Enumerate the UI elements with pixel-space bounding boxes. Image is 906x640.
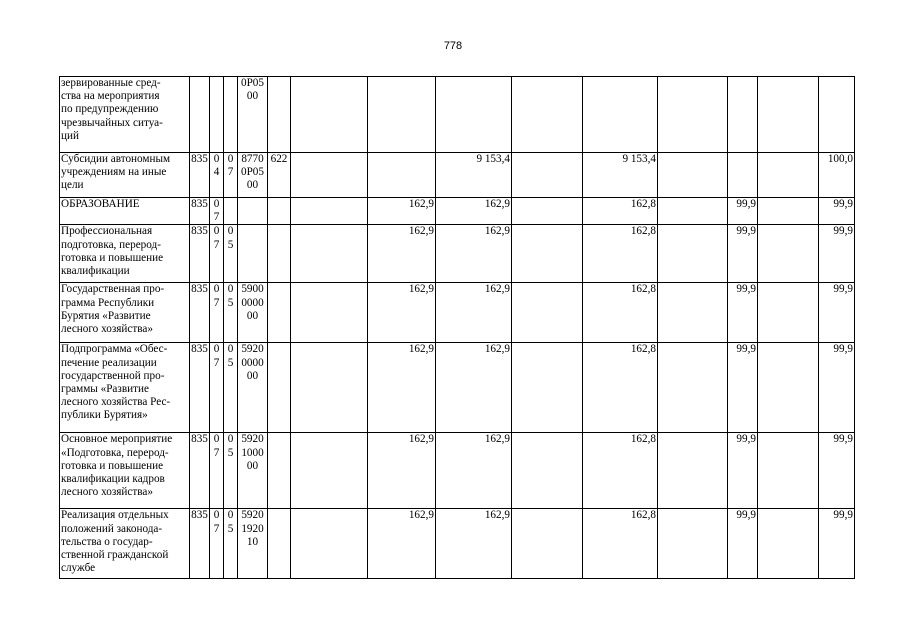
empty-cell	[758, 153, 819, 198]
percent-refined: 99,9	[819, 509, 855, 579]
table-row	[60, 509, 855, 579]
row-name: ОБРАЗОВАНИЕ	[60, 198, 190, 225]
percent-refined: 100,0	[819, 153, 855, 198]
empty-cell	[758, 343, 819, 433]
target-code	[238, 198, 268, 225]
percent-plan: 99,9	[728, 343, 758, 433]
plan-value: 162,9	[368, 198, 436, 225]
subsection-code: 05	[224, 343, 238, 433]
percent-refined: 99,9	[819, 433, 855, 509]
percent-refined: 99,9	[819, 198, 855, 225]
ministry-code: 835	[190, 283, 210, 343]
empty-cell	[512, 343, 583, 433]
empty-cell	[291, 77, 368, 153]
target-code: 5920 0000 00	[238, 343, 268, 433]
executed-value: 162,8	[583, 198, 658, 225]
ministry-code: 835	[190, 198, 210, 225]
subsection-code	[224, 198, 238, 225]
empty-cell	[658, 509, 728, 579]
percent-plan: 99,9	[728, 225, 758, 283]
ministry-code: 835	[190, 343, 210, 433]
ministry-code: 835	[190, 433, 210, 509]
expense-type-code	[268, 343, 291, 433]
plan-value	[368, 153, 436, 198]
percent-plan: 99,9	[728, 283, 758, 343]
subsection-code: 07	[224, 153, 238, 198]
table-row	[60, 77, 855, 153]
empty-cell	[512, 225, 583, 283]
target-code: 5900 0000 00	[238, 283, 268, 343]
empty-cell	[512, 77, 583, 153]
empty-cell	[291, 343, 368, 433]
empty-cell	[512, 509, 583, 579]
plan-value	[368, 77, 436, 153]
ministry-code: 835	[190, 225, 210, 283]
refined-plan-value: 162,9	[436, 225, 512, 283]
percent-plan: 99,9	[728, 433, 758, 509]
empty-cell	[658, 225, 728, 283]
target-code: 5920 1920 10	[238, 509, 268, 579]
plan-value: 162,9	[368, 343, 436, 433]
empty-cell	[758, 225, 819, 283]
table-row	[60, 343, 855, 433]
empty-cell	[291, 509, 368, 579]
executed-value: 162,8	[583, 433, 658, 509]
refined-plan-value	[436, 77, 512, 153]
row-name: Подпрограмма «Обес- печение реализации государственной про- граммы «Развитие лесного хозяйства Рес- публики Бурятия»	[60, 343, 190, 433]
budget-table	[59, 76, 855, 579]
percent-plan	[728, 77, 758, 153]
target-code: 0Р05 00	[238, 77, 268, 153]
empty-cell	[658, 343, 728, 433]
target-code: 5920 1000 00	[238, 433, 268, 509]
percent-refined	[819, 77, 855, 153]
empty-cell	[758, 77, 819, 153]
page-number: 778	[443, 40, 463, 52]
expense-type-code	[268, 433, 291, 509]
section-code: 07	[210, 283, 224, 343]
empty-cell	[291, 198, 368, 225]
empty-cell	[658, 153, 728, 198]
target-code	[238, 225, 268, 283]
refined-plan-value: 9 153,4	[436, 153, 512, 198]
subsection-code: 05	[224, 225, 238, 283]
table-row	[60, 198, 855, 225]
empty-cell	[291, 225, 368, 283]
section-code: 07	[210, 433, 224, 509]
subsection-code: 05	[224, 509, 238, 579]
refined-plan-value: 162,9	[436, 433, 512, 509]
refined-plan-value: 162,9	[436, 343, 512, 433]
empty-cell	[512, 153, 583, 198]
executed-value: 162,8	[583, 283, 658, 343]
table-row	[60, 225, 855, 283]
ministry-code: 835	[190, 153, 210, 198]
expense-type-code	[268, 509, 291, 579]
table-row	[60, 283, 855, 343]
empty-cell	[758, 433, 819, 509]
empty-cell	[512, 283, 583, 343]
empty-cell	[658, 433, 728, 509]
executed-value: 162,8	[583, 509, 658, 579]
refined-plan-value: 162,9	[436, 283, 512, 343]
empty-cell	[658, 283, 728, 343]
plan-value: 162,9	[368, 283, 436, 343]
empty-cell	[291, 283, 368, 343]
expense-type-code	[268, 225, 291, 283]
percent-refined: 99,9	[819, 343, 855, 433]
percent-refined: 99,9	[819, 225, 855, 283]
row-name: Субсидии автономным учреждениям на иные цели	[60, 153, 190, 198]
subsection-code	[224, 77, 238, 153]
ministry-code	[190, 77, 210, 153]
ministry-code: 835	[190, 509, 210, 579]
row-name: зервированные сред- ства на мероприятия по предупреждению чрезвычайных ситуа- ций	[60, 77, 190, 153]
empty-cell	[658, 198, 728, 225]
target-code: 8770 0Р05 00	[238, 153, 268, 198]
percent-refined: 99,9	[819, 283, 855, 343]
table-row	[60, 433, 855, 509]
section-code: 07	[210, 343, 224, 433]
empty-cell	[512, 198, 583, 225]
row-name: Основное мероприятие «Подготовка, переpод- готовка и повышение квалификации кадров лесного хозяйства»	[60, 433, 190, 509]
percent-plan: 99,9	[728, 509, 758, 579]
executed-value: 162,8	[583, 225, 658, 283]
row-name: Государственная про- грамма Республики Бурятия «Развитие лесного хозяйства»	[60, 283, 190, 343]
expense-type-code	[268, 283, 291, 343]
section-code: 07	[210, 509, 224, 579]
expense-type-code	[268, 77, 291, 153]
empty-cell	[658, 77, 728, 153]
plan-value: 162,9	[368, 509, 436, 579]
row-name: Профессиональная подготовка, переpод- готовка и повышение квалификации	[60, 225, 190, 283]
executed-value: 162,8	[583, 343, 658, 433]
subsection-code: 05	[224, 283, 238, 343]
empty-cell	[758, 283, 819, 343]
refined-plan-value: 162,9	[436, 198, 512, 225]
expense-type-code	[268, 198, 291, 225]
executed-value	[583, 77, 658, 153]
empty-cell	[758, 509, 819, 579]
table-row	[60, 153, 855, 198]
plan-value: 162,9	[368, 225, 436, 283]
empty-cell	[291, 433, 368, 509]
section-code: 07	[210, 198, 224, 225]
empty-cell	[758, 198, 819, 225]
section-code	[210, 77, 224, 153]
empty-cell	[512, 433, 583, 509]
expense-type-code: 622	[268, 153, 291, 198]
executed-value: 9 153,4	[583, 153, 658, 198]
section-code: 07	[210, 225, 224, 283]
percent-plan: 99,9	[728, 198, 758, 225]
subsection-code: 05	[224, 433, 238, 509]
plan-value: 162,9	[368, 433, 436, 509]
section-code: 04	[210, 153, 224, 198]
refined-plan-value: 162,9	[436, 509, 512, 579]
empty-cell	[291, 153, 368, 198]
row-name: Реализация отдельных положений законода- тельства о государ- ственной гражданской службе	[60, 509, 190, 579]
percent-plan	[728, 153, 758, 198]
